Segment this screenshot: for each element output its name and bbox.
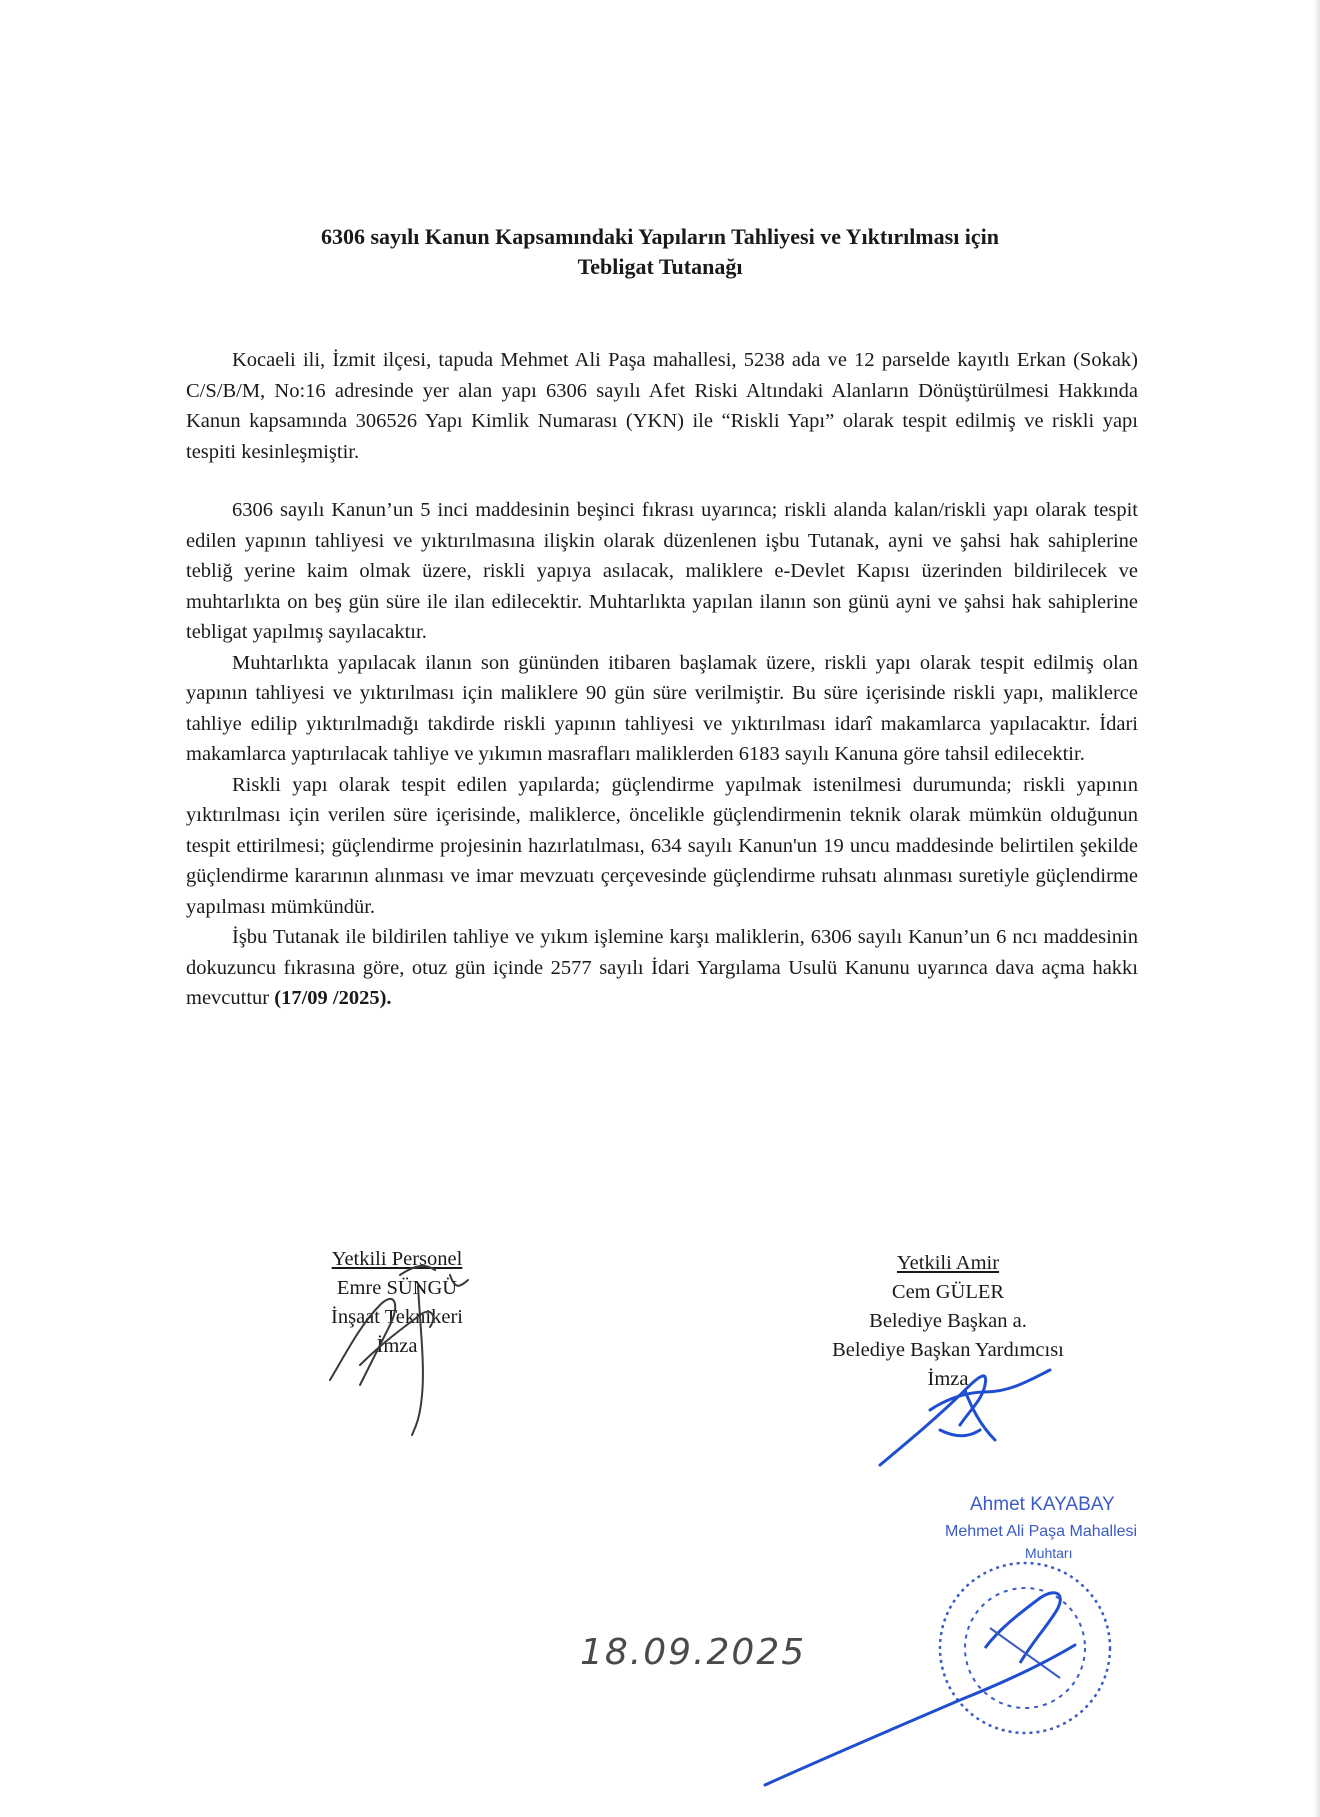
right-subtitle: Belediye Başkan Yardımcısı (832, 1339, 1064, 1361)
left-signature-scribble (300, 1245, 520, 1445)
title-line-2: Tebligat Tutanağı (577, 254, 743, 279)
paragraph-5 (186, 922, 1138, 1014)
paragraph-4: Riskli yapı olarak tespit edilen yapılarda; güçlendirme yapılmak istenilmesi durumunda; riskli yapının yıktırılması için verilen süre içerisinde, maliklerce, öncelikle güçlendirmenin teknik olarak mümkün olduğunun tespit ettirilmesi; güçlendirme projesinin hazırlatılması, 634 sayılı Kanun'un 19 uncu maddesinde belirtilen şekilde güçlendirme kararının alınması ve imar mevzuatı çerçevesinde güçlendirme ruhsatı alınması suretiyle güçlendirme yapılması mümkündür. (186, 773, 1138, 918)
stamp-org: Mehmet Ali Paşa Mahallesi (945, 1523, 1138, 1540)
paragraph-5-text: İşbu Tutanak ile bildirilen tahliye ve yıkım işlemine karşı maliklerin, 6306 sayılı Kanun’un 6 ncı maddesinin dokuzuncu fıkrasına göre, otuz gün içinde 2577 sayılı İdari Yargılama Usulü Kanunu uyarınca dava açma hakkı mevcuttur (186, 926, 1138, 1009)
left-title: İnşaat Teknikeri (331, 1306, 463, 1328)
document-body (186, 345, 1138, 1014)
left-sign-label: İmza (376, 1335, 418, 1357)
right-title: Belediye Başkan a. (869, 1310, 1027, 1332)
right-signature-scribble (870, 1330, 1070, 1480)
document-title (0, 222, 1320, 282)
stamp-name: Ahmet KAYABAY (970, 1494, 1115, 1515)
stamp-sub: Muhtarı (1025, 1545, 1073, 1561)
right-name: Cem GÜLER (891, 1281, 1005, 1303)
title-line-1: 6306 sayılı Kanun Kapsamındaki Yapıların Tahliyesi ve Yıktırılması için (320, 224, 1000, 249)
left-name: Emre SÜNGÜ (336, 1277, 458, 1299)
right-role: Yetkili Amir (896, 1252, 1000, 1274)
paragraph-1: Kocaeli ili, İzmit ilçesi, tapuda Mehmet Ali Paşa mahallesi, 5238 ada ve 12 parselde kayıtlı Erkan (Sokak) C/S/B/M, No:16 adresinde yer alan yapı 6306 sayılı Afet Riski Altındaki Alanların Dönüştürülmesi Hakkında Kanun kapsamında 306526 Yapı Kimlik Numarası (YKN) ile “Riskli Yapı” olarak tespit edilmiş ve riskli yapı tespiti kesinleşmiştir. (186, 349, 1138, 463)
closing-date: (17/09 /2025). (274, 987, 392, 1009)
right-sign-label: İmza (927, 1368, 969, 1390)
left-role: Yetkili Personel (331, 1248, 463, 1270)
paragraph-2: 6306 sayılı Kanun’un 5 inci maddesinin beşinci fıkrası uyarınca; riskli alanda kalan/riskli yapı olarak tespit edilen yapının tahliyesi ve yıktırılmasına ilişkin olarak düzenlenen işbu Tutanak, ayni ve şahsi hak sahiplerine tebliğ yerine kaim olmak üzere, riskli yapıya asılacak, maliklere e-Devlet Kapısı üzerinden bildirilecek ve muhtarlıkta on beş gün süre ile ilan edilecektir. Muhtarlıkta yapılan ilanın son günü ayni ve şahsi hak sahiplerine tebligat yapılmış sayılacaktır. (186, 499, 1138, 643)
paragraph-3: Muhtarlıkta yapılacak ilanın son gününden itibaren başlamak üzere, riskli yapı olarak tespit edilmiş olan yapının tahliyesi ve yıktırılması için maliklere 90 gün süre verilmiştir. Bu süre içerisinde riskli yapı, maliklerce tahliye edilip yıktırılmadığı takdirde riskli yapının tahliyesi ve yıktırılması idarî makamlarca yapılacaktır. İdari makamlarca yaptırılacak tahliye ve yıkımın masrafları maliklerden 6183 sayılı Kanuna göre tahsil edilecektir. (186, 651, 1138, 765)
ink-stroke (760, 1640, 1080, 1790)
handwritten-date: 18.09.2025 (580, 1632, 807, 1673)
